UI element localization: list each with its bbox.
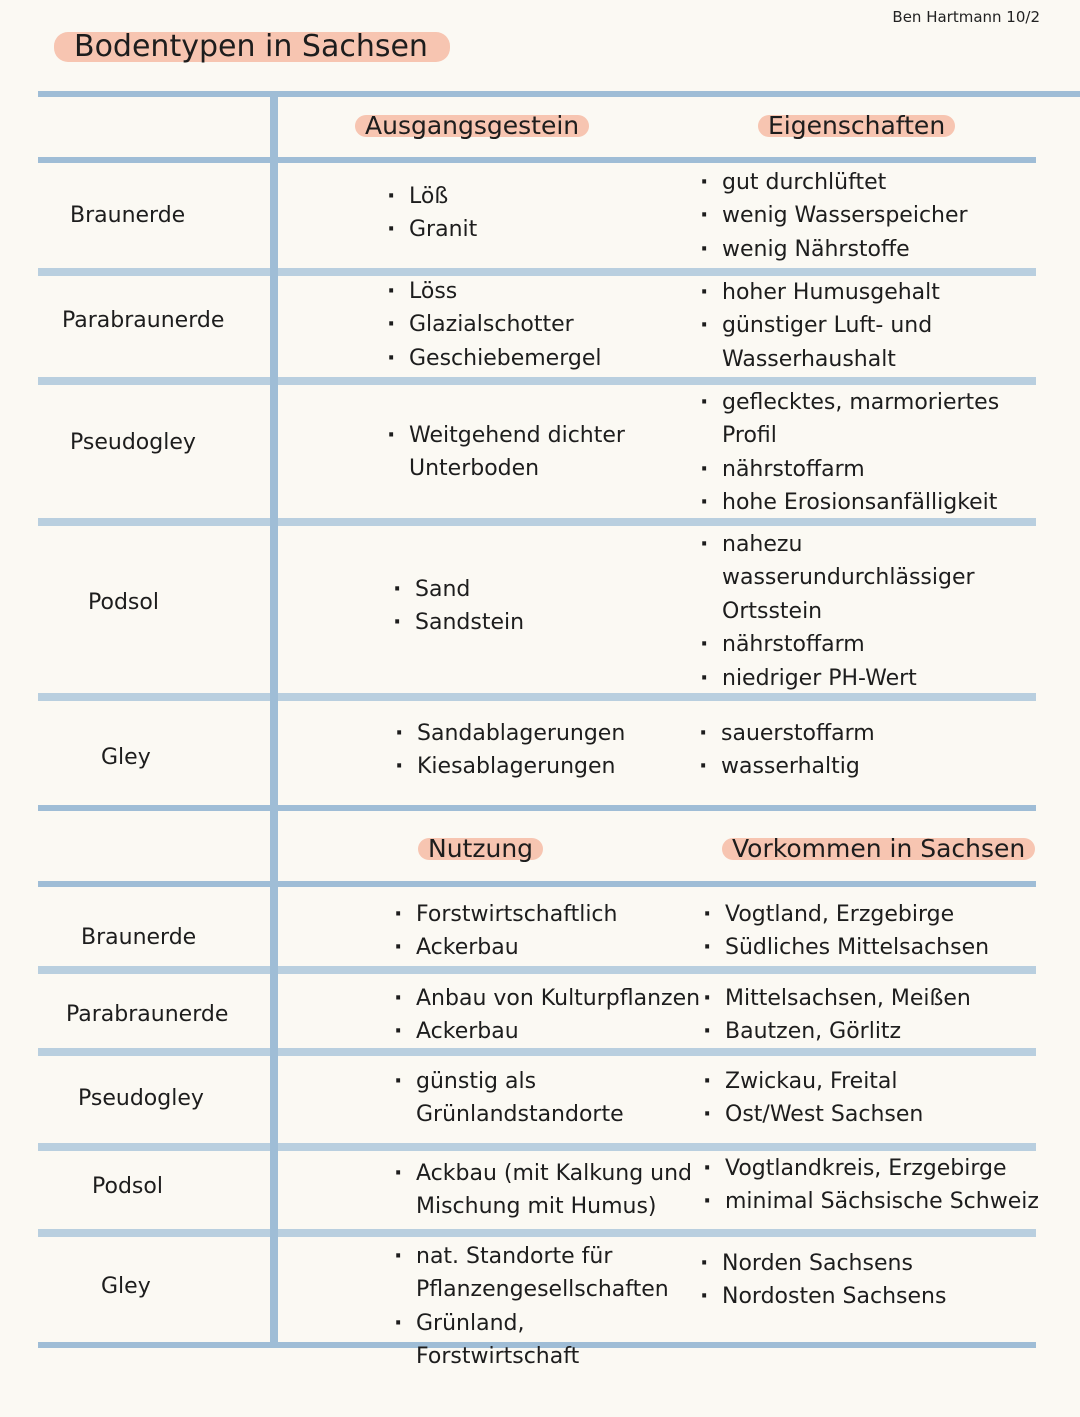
row-label-podsol: Podsol	[92, 1174, 163, 1199]
nutzung-list	[394, 1065, 644, 1132]
list-item: · Löß	[387, 180, 687, 213]
page-title: Bodentypen in Sachsen	[54, 32, 450, 62]
row-divider	[38, 1143, 1036, 1151]
ausgangsgestein-list	[393, 573, 673, 640]
list-item: · Vogtland, Erzgebirge	[703, 898, 1033, 931]
row-divider	[38, 966, 1036, 974]
list-item: · minimal Sächsische Schweiz	[703, 1185, 1048, 1218]
list-item: · nährstoffarm	[700, 628, 980, 661]
vorkommen-list	[703, 982, 1033, 1049]
section-divider	[38, 805, 1036, 811]
list-item: · gut durchlüftet	[700, 166, 1030, 199]
ausgangsgestein-list	[387, 275, 687, 375]
header-divider	[38, 881, 1036, 887]
list-item: · wasserhaltig	[699, 750, 999, 783]
list-item: · Nordosten Sachsens	[700, 1280, 1030, 1313]
vorkommen-list	[703, 1065, 1033, 1132]
row-label-parabraunerde: Parabraunerde	[62, 308, 225, 333]
row-label-pseudogley: Pseudogley	[70, 430, 196, 455]
nutzung-list	[394, 898, 694, 965]
ausgangsgestein-list	[387, 419, 657, 486]
list-item: · Weitgehend dichter Unterboden	[387, 419, 657, 486]
list-item: · Kiesablagerungen	[395, 750, 685, 783]
list-item: · nahezu wasserundurchlässiger Ortsstein	[700, 528, 980, 628]
header-divider	[38, 157, 1036, 163]
list-item: · günstig als Grünlandstandorte	[394, 1065, 644, 1132]
row-divider	[38, 377, 1036, 385]
list-item: · Glazialschotter	[387, 308, 687, 341]
row-label-pseudogley: Pseudogley	[78, 1086, 204, 1111]
eigenschaften-list	[700, 386, 1000, 520]
list-item: · Sand	[393, 573, 673, 606]
row-label-podsol: Podsol	[88, 590, 159, 615]
list-item: · wenig Nährstoffe	[700, 233, 1030, 266]
list-item: · Löss	[387, 275, 687, 308]
list-item: · nat. Standorte für Pflanzengesellschaften	[394, 1240, 694, 1307]
list-item: · hohe Erosionsanfälligkeit	[700, 486, 1000, 519]
column-header-eigenschaften: Eigenschaften	[758, 115, 955, 137]
list-item: · nährstoffarm	[700, 453, 1000, 486]
row-label-gley: Gley	[101, 745, 151, 770]
eigenschaften-list	[700, 276, 1000, 376]
eigenschaften-list	[700, 166, 1030, 266]
list-item: · geflecktes, marmoriertes Profil	[700, 386, 1000, 453]
table-top-border	[38, 91, 1080, 97]
list-item: · Geschiebemergel	[387, 342, 687, 375]
column-divider	[270, 93, 278, 1343]
list-item: · Norden Sachsens	[700, 1247, 1030, 1280]
list-item: · niedriger PH-Wert	[700, 662, 980, 695]
list-item: · Ackerbau	[394, 1015, 702, 1048]
list-item: · günstiger Luft- und Wasserhaushalt	[700, 309, 1000, 376]
column-header-nutzung: Nutzung	[418, 838, 543, 860]
list-item: · Grünland, Forstwirtschaft	[394, 1307, 694, 1374]
list-item: · sauerstoffarm	[699, 717, 999, 750]
nutzung-list	[394, 982, 702, 1049]
list-item: · wenig Wasserspeicher	[700, 199, 1030, 232]
list-item: · Ackerbau	[394, 931, 694, 964]
list-item: · Ackbau (mit Kalkung und Mischung mit Humus)	[394, 1157, 694, 1224]
author-label: Ben Hartmann 10/2	[892, 8, 1040, 26]
row-label-braunerde: Braunerde	[70, 203, 186, 228]
row-label-parabraunerde: Parabraunerde	[66, 1002, 229, 1027]
ausgangsgestein-list	[395, 717, 685, 784]
list-item: · Vogtlandkreis, Erzgebirge	[703, 1152, 1048, 1185]
eigenschaften-list	[700, 528, 980, 695]
row-label-gley: Gley	[101, 1274, 151, 1299]
nutzung-list	[394, 1240, 694, 1374]
row-label-braunerde: Braunerde	[81, 925, 197, 950]
list-item: · Zwickau, Freital	[703, 1065, 1033, 1098]
row-divider	[38, 1229, 1036, 1237]
column-header-vorkommen: Vorkommen in Sachsen	[722, 838, 1035, 860]
vorkommen-list	[700, 1247, 1030, 1314]
list-item: · Sandablagerungen	[395, 717, 685, 750]
list-item: · Sandstein	[393, 606, 673, 639]
list-item: · Forstwirtschaftlich	[394, 898, 694, 931]
list-item: · hoher Humusgehalt	[700, 276, 1000, 309]
list-item: · Ost/West Sachsen	[703, 1098, 1033, 1131]
column-header-ausgangsgestein: Ausgangsgestein	[355, 115, 589, 137]
list-item: · Mittelsachsen, Meißen	[703, 982, 1033, 1015]
vorkommen-list	[703, 1152, 1048, 1219]
nutzung-list	[394, 1157, 694, 1224]
list-item: · Südliches Mittelsachsen	[703, 931, 1033, 964]
list-item: · Bautzen, Görlitz	[703, 1015, 1033, 1048]
list-item: · Granit	[387, 213, 687, 246]
list-item: · Anbau von Kulturpflanzen	[394, 982, 702, 1015]
eigenschaften-list	[699, 717, 999, 784]
row-divider	[38, 1048, 1036, 1056]
vorkommen-list	[703, 898, 1033, 965]
ausgangsgestein-list	[387, 180, 687, 247]
